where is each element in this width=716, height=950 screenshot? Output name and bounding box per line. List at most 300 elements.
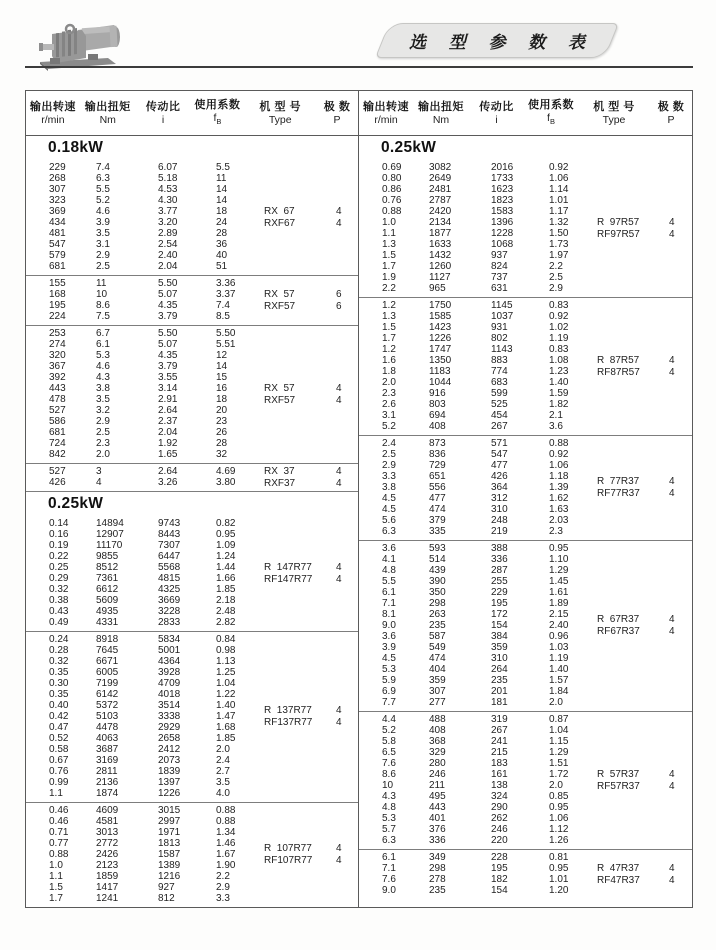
output-torque-value: 3.5 [96, 394, 110, 405]
header-ratio-cn: 传动比 [145, 101, 181, 113]
output-speed-value: 1.0 [49, 860, 63, 871]
service-factor-value: 1.19 [549, 333, 569, 344]
service-factor-value: 1.14 [549, 184, 569, 195]
service-factor-value: 1.59 [549, 388, 569, 399]
ratio-value: 525 [491, 399, 508, 410]
model-type-label: RF67R37 [597, 626, 640, 637]
output-speed-value: 1.8 [382, 366, 396, 377]
service-factor-value: 2.82 [216, 617, 236, 628]
output-torque-value: 298 [429, 863, 446, 874]
data-block [359, 160, 692, 297]
output-speed-value: 0.88 [382, 206, 402, 217]
type-row [597, 781, 692, 793]
type-row [597, 367, 692, 379]
service-factor-value: 1.73 [549, 239, 569, 250]
service-factor-value: 1.85 [216, 584, 236, 595]
ratio-value: 4.30 [158, 195, 178, 206]
ratio-value: 2833 [158, 617, 181, 628]
output-speed-value: 681 [49, 261, 66, 272]
header-ratio [136, 100, 191, 127]
data-block [359, 711, 692, 849]
output-speed-value: 229 [49, 162, 66, 173]
output-torque-value: 3687 [96, 744, 119, 755]
type-column [264, 464, 358, 491]
service-factor-value: 2.2 [216, 871, 230, 882]
service-factor-value: 1.24 [216, 551, 236, 562]
service-factor-value: 2.0 [549, 780, 563, 791]
data-block [359, 849, 692, 899]
type-row [597, 355, 692, 367]
service-factor-value: 1.06 [549, 460, 569, 471]
service-factor-value: 1.97 [549, 250, 569, 261]
output-speed-value: 5.3 [382, 664, 396, 675]
output-torque-value: 7.5 [96, 311, 110, 322]
ratio-value: 324 [491, 791, 508, 802]
header-poles [650, 100, 692, 127]
service-factor-value: 0.82 [216, 518, 236, 529]
ratio-value: 3.77 [158, 206, 178, 217]
service-factor-value: 1.32 [549, 217, 569, 228]
output-torque-value: 5103 [96, 711, 119, 722]
output-torque-value: 390 [429, 576, 446, 587]
output-speed-value: 0.67 [49, 755, 69, 766]
ratio-value: 267 [491, 421, 508, 432]
model-type-label: R 47R37 [597, 862, 640, 874]
pole-count: 4 [336, 477, 342, 489]
ratio-value: 937 [491, 250, 508, 261]
output-torque-value: 2811 [96, 766, 118, 777]
service-factor-value: 1.62 [549, 493, 569, 504]
output-speed-value: 0.40 [49, 700, 69, 711]
service-factor-value: 0.84 [216, 634, 236, 645]
factor-symbol: f [547, 112, 550, 125]
service-factor-value: 26 [216, 427, 228, 438]
service-factor-value: 36 [216, 239, 228, 250]
ratio-value: 1216 [158, 871, 181, 882]
service-factor-value: 1.06 [549, 173, 569, 184]
service-factor-value: 1.29 [549, 747, 569, 758]
output-torque-value: 729 [429, 460, 446, 471]
service-factor-value: 4.0 [216, 788, 230, 799]
table-body-right [359, 136, 692, 907]
ratio-value: 1813 [158, 838, 181, 849]
service-factor-value: 3.36 [216, 278, 236, 289]
output-torque-value: 6142 [96, 689, 119, 700]
ratio-value: 248 [491, 515, 508, 526]
output-speed-value: 1.1 [382, 228, 396, 239]
service-factor-value: 1.04 [216, 678, 236, 689]
output-speed-value: 4.1 [382, 554, 396, 565]
type-row [597, 875, 692, 887]
model-type-label: RF137R77 [264, 717, 313, 728]
output-torque-value: 4.3 [96, 372, 110, 383]
service-factor-value: 1.09 [216, 540, 236, 551]
ratio-value: 599 [491, 388, 508, 399]
output-speed-value: 9.0 [382, 620, 396, 631]
output-speed-value: 3.6 [382, 631, 396, 642]
output-torque-value: 495 [429, 791, 446, 802]
output-torque-value: 4331 [96, 617, 119, 628]
ratio-value: 364 [491, 482, 508, 493]
power-section-label: 0.18kW [48, 139, 104, 156]
type-column [597, 850, 692, 899]
output-torque-value: 10 [96, 289, 108, 300]
service-factor-value: 16 [216, 383, 228, 394]
ratio-value: 2.04 [158, 261, 178, 272]
header-poles-cn: 极 数 [323, 101, 351, 113]
service-factor-value: 5.5 [216, 162, 230, 173]
output-speed-value: 2.4 [382, 438, 396, 449]
output-torque-value: 1417 [96, 882, 119, 893]
ratio-value: 4.53 [158, 184, 178, 195]
service-factor-value: 1.10 [549, 554, 569, 565]
output-speed-value: 0.69 [382, 162, 402, 173]
service-factor-value: 1.26 [549, 835, 569, 846]
output-speed-value: 0.35 [49, 689, 69, 700]
output-speed-value: 369 [49, 206, 66, 217]
ratio-value: 4.35 [158, 300, 178, 311]
output-speed-value: 0.76 [382, 195, 402, 206]
type-row [264, 843, 358, 855]
pole-count: 4 [336, 855, 342, 866]
pole-count: 6 [336, 288, 342, 300]
output-torque-value: 329 [429, 747, 446, 758]
output-speed-value: 5.2 [382, 421, 396, 432]
ratio-value: 5568 [158, 562, 181, 573]
output-torque-value: 3.5 [96, 228, 110, 239]
service-factor-value: 1.04 [549, 725, 569, 736]
output-speed-value: 5.2 [382, 725, 396, 736]
ratio-value: 5.18 [158, 173, 178, 184]
ratio-value: 3928 [158, 667, 181, 678]
output-torque-value: 298 [429, 598, 446, 609]
header-output-speed [26, 100, 80, 127]
output-speed-value: 527 [49, 466, 66, 477]
data-block [26, 463, 358, 491]
output-speed-value: 155 [49, 278, 66, 289]
output-torque-value: 2772 [96, 838, 119, 849]
output-speed-value: 5.3 [382, 813, 396, 824]
header-speed-cn: 输出转速 [363, 101, 409, 113]
header-type-cn: 机 型 号 [259, 101, 302, 113]
type-row [264, 218, 358, 230]
output-speed-value: 0.52 [49, 733, 69, 744]
model-type-label: RX 67 [264, 205, 295, 217]
output-torque-value: 3.9 [96, 217, 110, 228]
output-torque-value: 2134 [429, 217, 452, 228]
output-speed-value: 0.88 [49, 849, 69, 860]
service-factor-value: 1.06 [549, 813, 569, 824]
service-factor-value: 2.4 [216, 755, 230, 766]
page-title: 选 型 参 数 表 [409, 33, 594, 52]
output-speed-value: 842 [49, 449, 66, 460]
data-block [359, 435, 692, 540]
output-torque-value: 335 [429, 526, 446, 537]
service-factor-value: 1.39 [549, 482, 569, 493]
model-type-label: RF147R77 [264, 573, 313, 585]
model-type-label: R 87R57 [597, 354, 640, 366]
ratio-value: 384 [491, 631, 508, 642]
ratio-value: 5.07 [158, 289, 178, 300]
model-type-label: RXF67 [264, 217, 296, 229]
ratio-value: 4709 [158, 678, 181, 689]
page-title-badge [375, 23, 619, 58]
output-torque-value: 9855 [96, 551, 119, 562]
output-torque-value: 477 [429, 493, 446, 504]
service-factor-value: 1.17 [549, 206, 569, 217]
output-speed-value: 0.49 [49, 617, 69, 628]
service-factor-value: 1.40 [549, 377, 569, 388]
service-factor-value: 1.45 [549, 576, 569, 587]
ratio-value: 3338 [158, 711, 181, 722]
ratio-value: 883 [491, 355, 508, 366]
type-row [264, 717, 358, 729]
output-speed-value: 5.5 [382, 576, 396, 587]
pole-count: 4 [669, 216, 675, 228]
output-speed-value: 5.6 [382, 515, 396, 526]
service-factor-value: 1.22 [216, 689, 236, 700]
ratio-value: 3514 [158, 700, 181, 711]
output-torque-value: 474 [429, 504, 446, 515]
type-row [264, 855, 358, 867]
output-speed-value: 6.3 [382, 526, 396, 537]
ratio-value: 138 [491, 780, 508, 791]
output-speed-value: 0.80 [382, 173, 402, 184]
output-torque-value: 4.6 [96, 361, 110, 372]
ratio-value: 3.14 [158, 383, 178, 394]
output-torque-value: 211 [429, 780, 445, 791]
output-speed-value: 1.1 [49, 871, 63, 882]
output-torque-value: 4063 [96, 733, 119, 744]
ratio-value: 287 [491, 565, 508, 576]
output-torque-value: 1859 [96, 871, 119, 882]
gearmotor-photo [30, 12, 126, 74]
output-torque-value: 368 [429, 736, 446, 747]
type-column [264, 326, 358, 463]
output-speed-value: 5.8 [382, 736, 396, 747]
header-factor-unit [213, 112, 221, 128]
ratio-value: 1389 [158, 860, 181, 871]
pole-count: 4 [669, 874, 675, 886]
service-factor-value: 1.18 [549, 471, 569, 482]
type-row [597, 476, 692, 488]
pole-count: 4 [336, 717, 342, 728]
ratio-value: 1583 [491, 206, 514, 217]
output-torque-value: 3169 [96, 755, 119, 766]
output-speed-value: 0.58 [49, 744, 69, 755]
output-speed-value: 681 [49, 427, 66, 438]
output-speed-value: 0.24 [49, 634, 69, 645]
service-factor-value: 3.80 [216, 477, 236, 488]
data-block [359, 297, 692, 435]
output-torque-value: 1127 [429, 272, 451, 283]
service-factor-value: 1.82 [549, 399, 569, 410]
service-factor-value: 2.1 [549, 410, 563, 421]
output-torque-value: 2420 [429, 206, 452, 217]
header-factor-unit [547, 112, 555, 128]
type-column [264, 803, 358, 907]
output-speed-value: 0.71 [49, 827, 69, 838]
output-torque-value: 873 [429, 438, 446, 449]
type-row [264, 705, 358, 717]
service-factor-value: 2.3 [549, 526, 563, 537]
service-factor-value: 1.29 [549, 565, 569, 576]
power-section-label: 0.25kW [381, 139, 437, 156]
ratio-value: 6.07 [158, 162, 178, 173]
output-torque-value: 488 [429, 714, 446, 725]
output-speed-value: 6.1 [382, 587, 396, 598]
output-torque-value: 2.9 [96, 250, 110, 261]
type-row [597, 863, 692, 875]
output-speed-value: 0.99 [49, 777, 69, 788]
model-type-label: R 67R37 [597, 614, 640, 625]
output-torque-value: 587 [429, 631, 446, 642]
output-speed-value: 7.6 [382, 874, 396, 885]
output-speed-value: 0.77 [49, 838, 69, 849]
header-torque-cn: 输出扭矩 [84, 101, 131, 113]
output-torque-value: 7199 [96, 678, 119, 689]
pole-count: 4 [336, 205, 342, 217]
ratio-value: 1.65 [158, 449, 178, 460]
service-factor-value: 3.5 [216, 777, 230, 788]
ratio-value: 181 [491, 697, 508, 708]
model-type-label: RXF37 [264, 477, 296, 489]
service-factor-value: 51 [216, 261, 228, 272]
header-service-factor [524, 98, 578, 128]
model-type-label: R 57R37 [597, 768, 640, 780]
pole-count: 4 [669, 228, 675, 240]
service-factor-value: 1.84 [549, 686, 569, 697]
output-torque-value: 6005 [96, 667, 119, 678]
type-row [597, 614, 692, 626]
output-speed-value: 0.30 [49, 678, 69, 689]
ratio-value: 774 [491, 366, 508, 377]
output-torque-value: 6.7 [96, 328, 110, 339]
ratio-value: 5.50 [158, 278, 178, 289]
header-type-unit: Type [602, 114, 626, 126]
service-factor-value: 0.95 [216, 529, 236, 540]
ratio-value: 201 [491, 686, 508, 697]
ratio-value: 2.64 [158, 405, 178, 416]
ratio-value: 1396 [491, 217, 514, 228]
ratio-value: 802 [491, 333, 508, 344]
type-column [597, 298, 692, 435]
ratio-value: 5.07 [158, 339, 178, 350]
output-torque-value: 1877 [429, 228, 452, 239]
ratio-value: 2016 [491, 162, 514, 173]
type-row [597, 229, 692, 241]
service-factor-value: 2.48 [216, 606, 236, 617]
output-speed-value: 10 [382, 780, 394, 791]
header-torque-unit: Nm [432, 114, 450, 126]
selection-parameter-table [25, 90, 693, 908]
output-torque-value: 6.1 [96, 339, 110, 350]
header-ratio [469, 100, 524, 127]
table-header-left [26, 91, 358, 136]
output-torque-value: 1350 [429, 355, 452, 366]
ratio-value: 426 [491, 471, 508, 482]
model-type-label: RF47R37 [597, 874, 640, 886]
model-type-label: R 107R77 [264, 843, 312, 854]
factor-subscript: B [549, 117, 555, 127]
service-factor-value: 1.01 [549, 874, 569, 885]
output-speed-value: 0.47 [49, 722, 69, 733]
output-torque-value: 2787 [429, 195, 452, 206]
ratio-value: 161 [491, 769, 508, 780]
service-factor-value: 1.90 [216, 860, 236, 871]
table-left-half [26, 91, 359, 907]
ratio-value: 4325 [158, 584, 181, 595]
output-speed-value: 527 [49, 405, 66, 416]
output-torque-value: 401 [429, 813, 446, 824]
ratio-value: 5.50 [158, 328, 178, 339]
ratio-value: 310 [491, 504, 508, 515]
output-torque-value: 4.6 [96, 206, 110, 217]
pole-count: 4 [669, 488, 675, 499]
ratio-value: 3015 [158, 805, 181, 816]
header-speed-unit: r/min [374, 114, 398, 126]
ratio-value: 3669 [158, 595, 181, 606]
output-speed-value: 1.6 [382, 355, 396, 366]
ratio-value: 267 [491, 725, 508, 736]
output-torque-value: 3082 [429, 162, 452, 173]
output-speed-value: 1.2 [382, 344, 396, 355]
output-speed-value: 1.7 [382, 333, 396, 344]
output-speed-value: 6.3 [382, 835, 396, 846]
type-row [597, 217, 692, 229]
output-torque-value: 7645 [96, 645, 119, 656]
header-divider [25, 66, 693, 68]
type-row [597, 626, 692, 638]
output-speed-value: 547 [49, 239, 66, 250]
output-torque-value: 4 [96, 477, 102, 488]
output-speed-value: 253 [49, 328, 66, 339]
service-factor-value: 5.51 [216, 339, 236, 350]
output-speed-value: 7.7 [382, 697, 396, 708]
type-row [264, 383, 358, 395]
ratio-value: 683 [491, 377, 508, 388]
output-speed-value: 1.2 [382, 300, 396, 311]
pole-count: 4 [669, 614, 675, 625]
output-torque-value: 1432 [429, 250, 452, 261]
output-speed-value: 4.5 [382, 653, 396, 664]
ratio-value: 2997 [158, 816, 181, 827]
header-type-unit: Type [268, 114, 292, 126]
output-speed-value: 3.6 [382, 543, 396, 554]
ratio-value: 1839 [158, 766, 181, 777]
output-torque-value: 1260 [429, 261, 452, 272]
output-speed-value: 478 [49, 394, 66, 405]
output-speed-value: 0.14 [49, 518, 69, 529]
output-speed-value: 2.0 [382, 377, 396, 388]
header-output-speed [359, 100, 413, 127]
output-torque-value: 1226 [429, 333, 452, 344]
pole-count: 4 [669, 354, 675, 366]
pole-count: 4 [669, 626, 675, 637]
ratio-value: 812 [158, 893, 175, 904]
output-torque-value: 593 [429, 543, 446, 554]
model-type-label: R 97R57 [597, 216, 640, 228]
header-ratio-cn: 传动比 [479, 101, 514, 113]
pole-count: 4 [336, 573, 342, 585]
output-speed-value: 4.3 [382, 791, 396, 802]
output-torque-value: 8512 [96, 562, 119, 573]
output-speed-value: 1.5 [49, 882, 63, 893]
output-speed-value: 0.29 [49, 573, 69, 584]
header-output-torque [80, 100, 136, 127]
service-factor-value: 3.3 [216, 893, 230, 904]
output-torque-value: 5372 [96, 700, 119, 711]
